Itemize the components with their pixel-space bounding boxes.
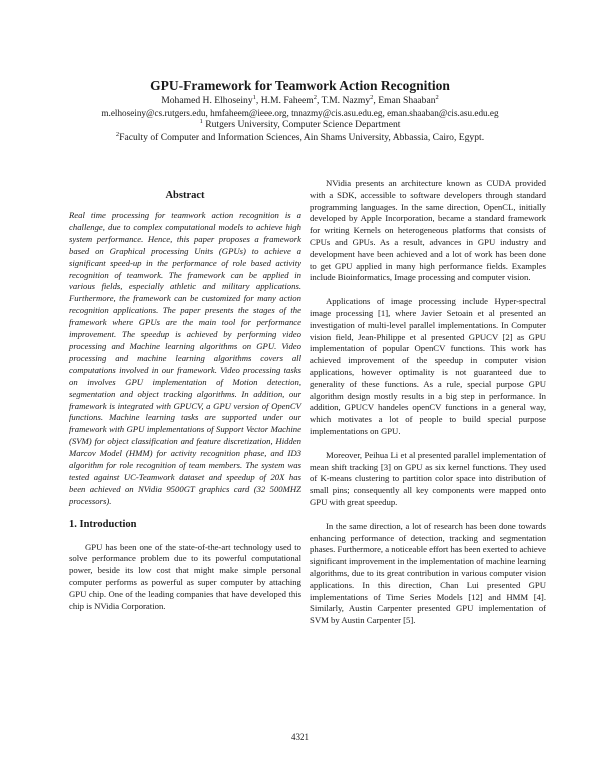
author-name: Eman Shaaban: [378, 95, 436, 106]
section-heading-introduction: 1. Introduction: [69, 518, 137, 530]
affiliation-2: [0, 132, 600, 144]
intro-paragraph: GPU has been one of the state-of-the-art technology used to solve performance problem due to its powerful computational power, beside its low cost that might make simple personal computer performs as powerful as super computer by attaching GPU chip. One of the leading companies that have developed this chip is NVidia Corporation.: [69, 541, 301, 611]
author-affil-mark: 2: [435, 93, 439, 101]
author-affil-mark: 2: [313, 93, 317, 101]
affiliation-mark: 2: [115, 130, 120, 138]
body-paragraph: Moreover, Peihua Li et al presented parallel implementation of mean shift tracking [3] on GPU as six kernel functions. They used of K-means clustering to partition color space into distribution of small pins; consequently all key components were mapped onto GPU with great speedup.: [310, 449, 546, 507]
abstract-text: Real time processing for teamwork action recognition is a challenge, due to complex computational models to achieve high system performance. Hence, this paper proposes a framework based on Graphical processing Units (GPUs) to achieve a significant speed-up in the performance of role based activity recognition of teamwork. The framework can be applied in various fields, especially athletic and military applications. Furthermore, the framework can be customized for many action recognition applications. The paper presents the stages of the framework where GPUs are the main tool for performance improvement. The speedup is achieved by performing video processing and Machine learning algorithms on GPU. Video processing and machine learning algorithms covers all computations involved in our framework. Video processing tasks on involves GPU implementation of Motion detection, segmentation and object tracking algorithms. In addition, our framework is integrated with GPUCV, a GPU version of OpenCV functions. Machine learning tasks are supported under our framework with GPU implementations of Support Vector Machine (SVM) for object classification and feature discretization, Hidden Marcov Model (HMM) for activity recognition phase, and ID3 algorithm for role recognition of team members. The system was tested against UC-Teamwork dataset and speedup of 20X has been achieved on NVidia 9500GT graphics card (32 500MHZ processors).: [69, 210, 301, 506]
affiliation-1: [0, 119, 600, 131]
affiliation-text: Faculty of Computer and Information Sciences, Ain Shams University, Abbassia, Cairo, Egypt.: [119, 132, 485, 143]
author-emails: m.elhoseiny@cs.rutgers.edu, hmfaheem@ieee.org, tnnazmy@cis.asu.edu.eg, eman.shaaban@cis.asu.edu.eg: [101, 108, 499, 118]
page-number: 4321: [291, 732, 309, 742]
author-name: H.M. Faheem: [260, 95, 314, 106]
author-affil-mark: 1: [252, 93, 256, 101]
author-affil-mark: 2: [370, 93, 374, 101]
affiliation-text: Rutgers University, Computer Science Department: [205, 119, 401, 130]
author-separator: ,: [255, 95, 261, 106]
right-column: [310, 178, 546, 639]
author-separator: ,: [316, 95, 322, 106]
body-paragraph: Applications of image processing include Hyper-spectral image processing [1], where Javier Setoain et al presented an investigation of multi-level parallel implementations. In Computer vision field, Jean-Philippe et al presented GPUCV [2] as GPU implementation of popular OpenCV functions. This work has achieved improvement of the speedup in computer vision applications, however optimality is not guaranteed due to generality of these functions. As a rule, special purpose GPU algorithm design mostly results in a big step in performance. In addition, GPUCV handeles openCV functions in a general way, which motivates a lot of people to build special purpose implementations on GPU.: [310, 296, 546, 436]
paper-title: GPU-Framework for Teamwork Action Recognition: [150, 78, 450, 93]
abstract-heading: Abstract: [165, 190, 205, 201]
author-line: [0, 95, 600, 107]
affiliation-mark: 1: [199, 117, 203, 125]
body-paragraph: NVidia presents an architecture known as CUDA provided with a SDK, accessible to software developers through standard programming languages. In the same direction, OpenCL, initially developed by Apple Incorporation, became a standard framework for writing Kernels on heterogeneous platforms that consists of CPUs and GPUs. As a result, advances in GPU industry and development have been achieved and a lot of work has been done to get GPU applied in many high performance fields. Examples include Bioinformatics, Image processing and computer vision.: [310, 178, 546, 283]
author-name: Mohamed H. Elhoseiny: [161, 95, 253, 106]
author-separator: ,: [373, 95, 379, 106]
left-column: [69, 190, 301, 624]
body-paragraph: In the same direction, a lot of research has been done towards enhancing performance of detection, tracking and segmentation phases. Furthermore, a noticeable effort has been exerted to achieve significant improvement in the implementation of machine learning algorithms, due to its great contribution in various computer vision applications. In this direction, Chan Lui presented GPU implementations of Time Series Models [12] and HMM [4]. Similarly, Austin Carpenter presented GPU implementation of SVM by Austin Carpenter [5].: [310, 520, 546, 626]
author-name: T.M. Nazmy: [321, 95, 371, 106]
